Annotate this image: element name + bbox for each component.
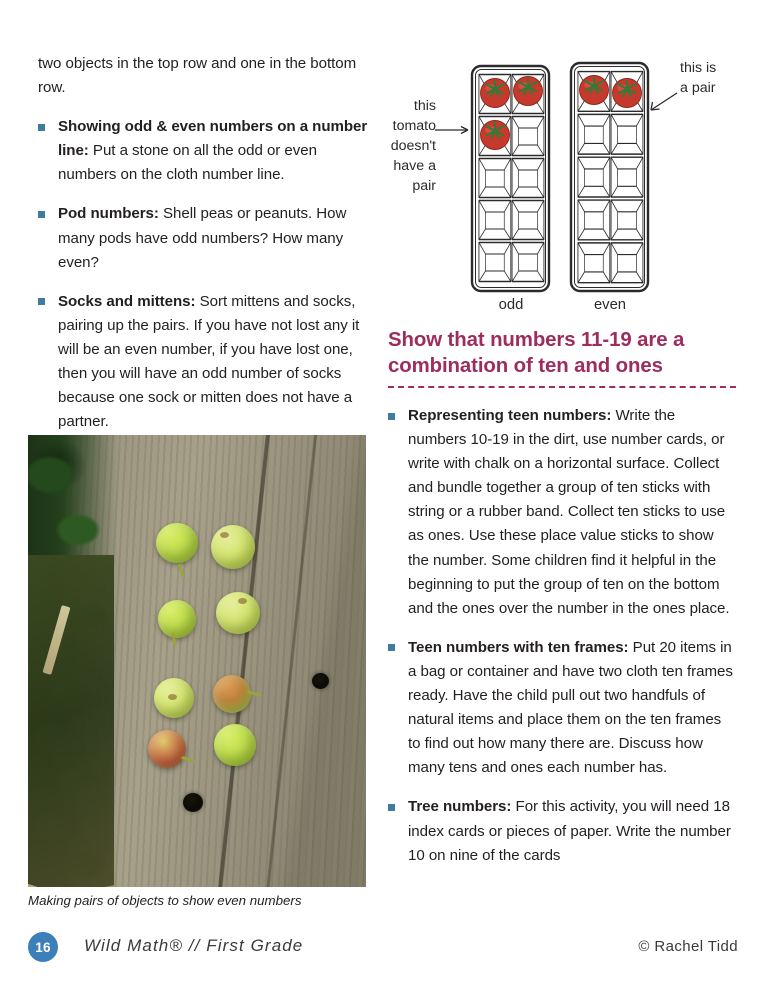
bullet-term: Showing odd & even numbers on a number line: xyxy=(58,118,368,160)
label-line: doesn't xyxy=(390,138,436,154)
list-item xyxy=(388,404,736,621)
right-column xyxy=(388,328,736,883)
apple xyxy=(214,724,256,766)
bullet-term: Representing teen numbers: xyxy=(408,407,612,424)
bullet-term: Teen numbers with ten frames: xyxy=(408,638,629,656)
left-column xyxy=(38,52,368,449)
apple xyxy=(156,523,198,563)
odd-caption: odd xyxy=(498,297,524,313)
ice-cube-tray-illustration xyxy=(388,50,740,320)
bullet-text: Sort mittens and socks, pairing up the pairs. If you have not lost any it will be an even number, if you have lost one, then you will have an odd number of socks because one sock or mitten does not have a partner. xyxy=(58,292,360,431)
left-annotation-arrow xyxy=(435,127,468,134)
bullet-term: Socks and mittens: xyxy=(58,292,196,310)
heading-divider xyxy=(388,386,736,388)
wood-knot xyxy=(183,793,203,812)
bullet-text: Shell peas or peanuts. How many pods have odd numbers? How many even? xyxy=(58,205,347,271)
bullet-text: Put 20 items in a bag or container and have two cloth ten frames ready. Have the child pull out two handfuls of natural items and place them on the ten frames to find out how many there are. Discuss how many tens and ones each number has. xyxy=(408,638,733,777)
page-title: Show that numbers 11-19 are a combination of ten and ones xyxy=(388,329,685,377)
even-tray xyxy=(571,63,648,291)
grass-area xyxy=(28,555,114,887)
odd-tray xyxy=(472,66,549,291)
continuation-paragraph: two objects in the top row and one in the bottom row. xyxy=(38,55,357,97)
bullet-text: Write the numbers 10-19 in the dirt, use number cards, or write with chalk on a horizontal surface. Collect and bundle together a group of ten sticks with string or a rubber band. Collect ten sticks to use as ones. Use these place value sticks to show the number. Some children find it helpful in the beginning to put the group of ten on the bottom and the ones over the number in the ones place. xyxy=(408,407,730,617)
bullet-term: Pod numbers: xyxy=(58,205,159,223)
footer-credit: © Rachel Tidd xyxy=(638,938,738,955)
label-line: pair xyxy=(412,178,436,194)
footer-title: Wild Math® // First Grade xyxy=(84,936,304,955)
left-annotation-label xyxy=(386,96,436,196)
apple xyxy=(148,730,186,768)
label-line: this xyxy=(413,98,436,114)
section-heading-block xyxy=(388,328,736,388)
label-line: this is xyxy=(680,60,717,76)
wood-knot xyxy=(312,673,329,689)
list-item xyxy=(38,290,368,435)
label-line: have a xyxy=(393,158,436,174)
list-item xyxy=(388,636,736,781)
list-item xyxy=(38,202,368,274)
apple xyxy=(158,600,196,638)
right-annotation-label xyxy=(680,58,740,98)
apples-photo xyxy=(28,435,366,887)
list-item xyxy=(38,115,368,187)
page-number-badge: 16 xyxy=(28,932,58,962)
apple xyxy=(216,592,260,634)
right-annotation-arrow xyxy=(651,93,677,110)
page-footer xyxy=(0,930,768,970)
label-line: tomato xyxy=(392,118,436,134)
bullet-text: For this activity, you will need 18 index cards or pieces of paper. Write the number 10 on nine of the cards xyxy=(408,798,731,864)
apple xyxy=(213,675,251,713)
photo-caption: Making pairs of objects to show even numbers xyxy=(28,893,302,908)
even-caption: even xyxy=(593,297,627,313)
apple xyxy=(154,678,194,718)
apple xyxy=(211,525,255,569)
label-line: a pair xyxy=(680,80,716,96)
bullet-term: Tree numbers: xyxy=(408,798,512,816)
bullet-text: Put a stone on all the odd or even numbers on the cloth number line. xyxy=(58,142,317,184)
list-item xyxy=(388,795,736,867)
